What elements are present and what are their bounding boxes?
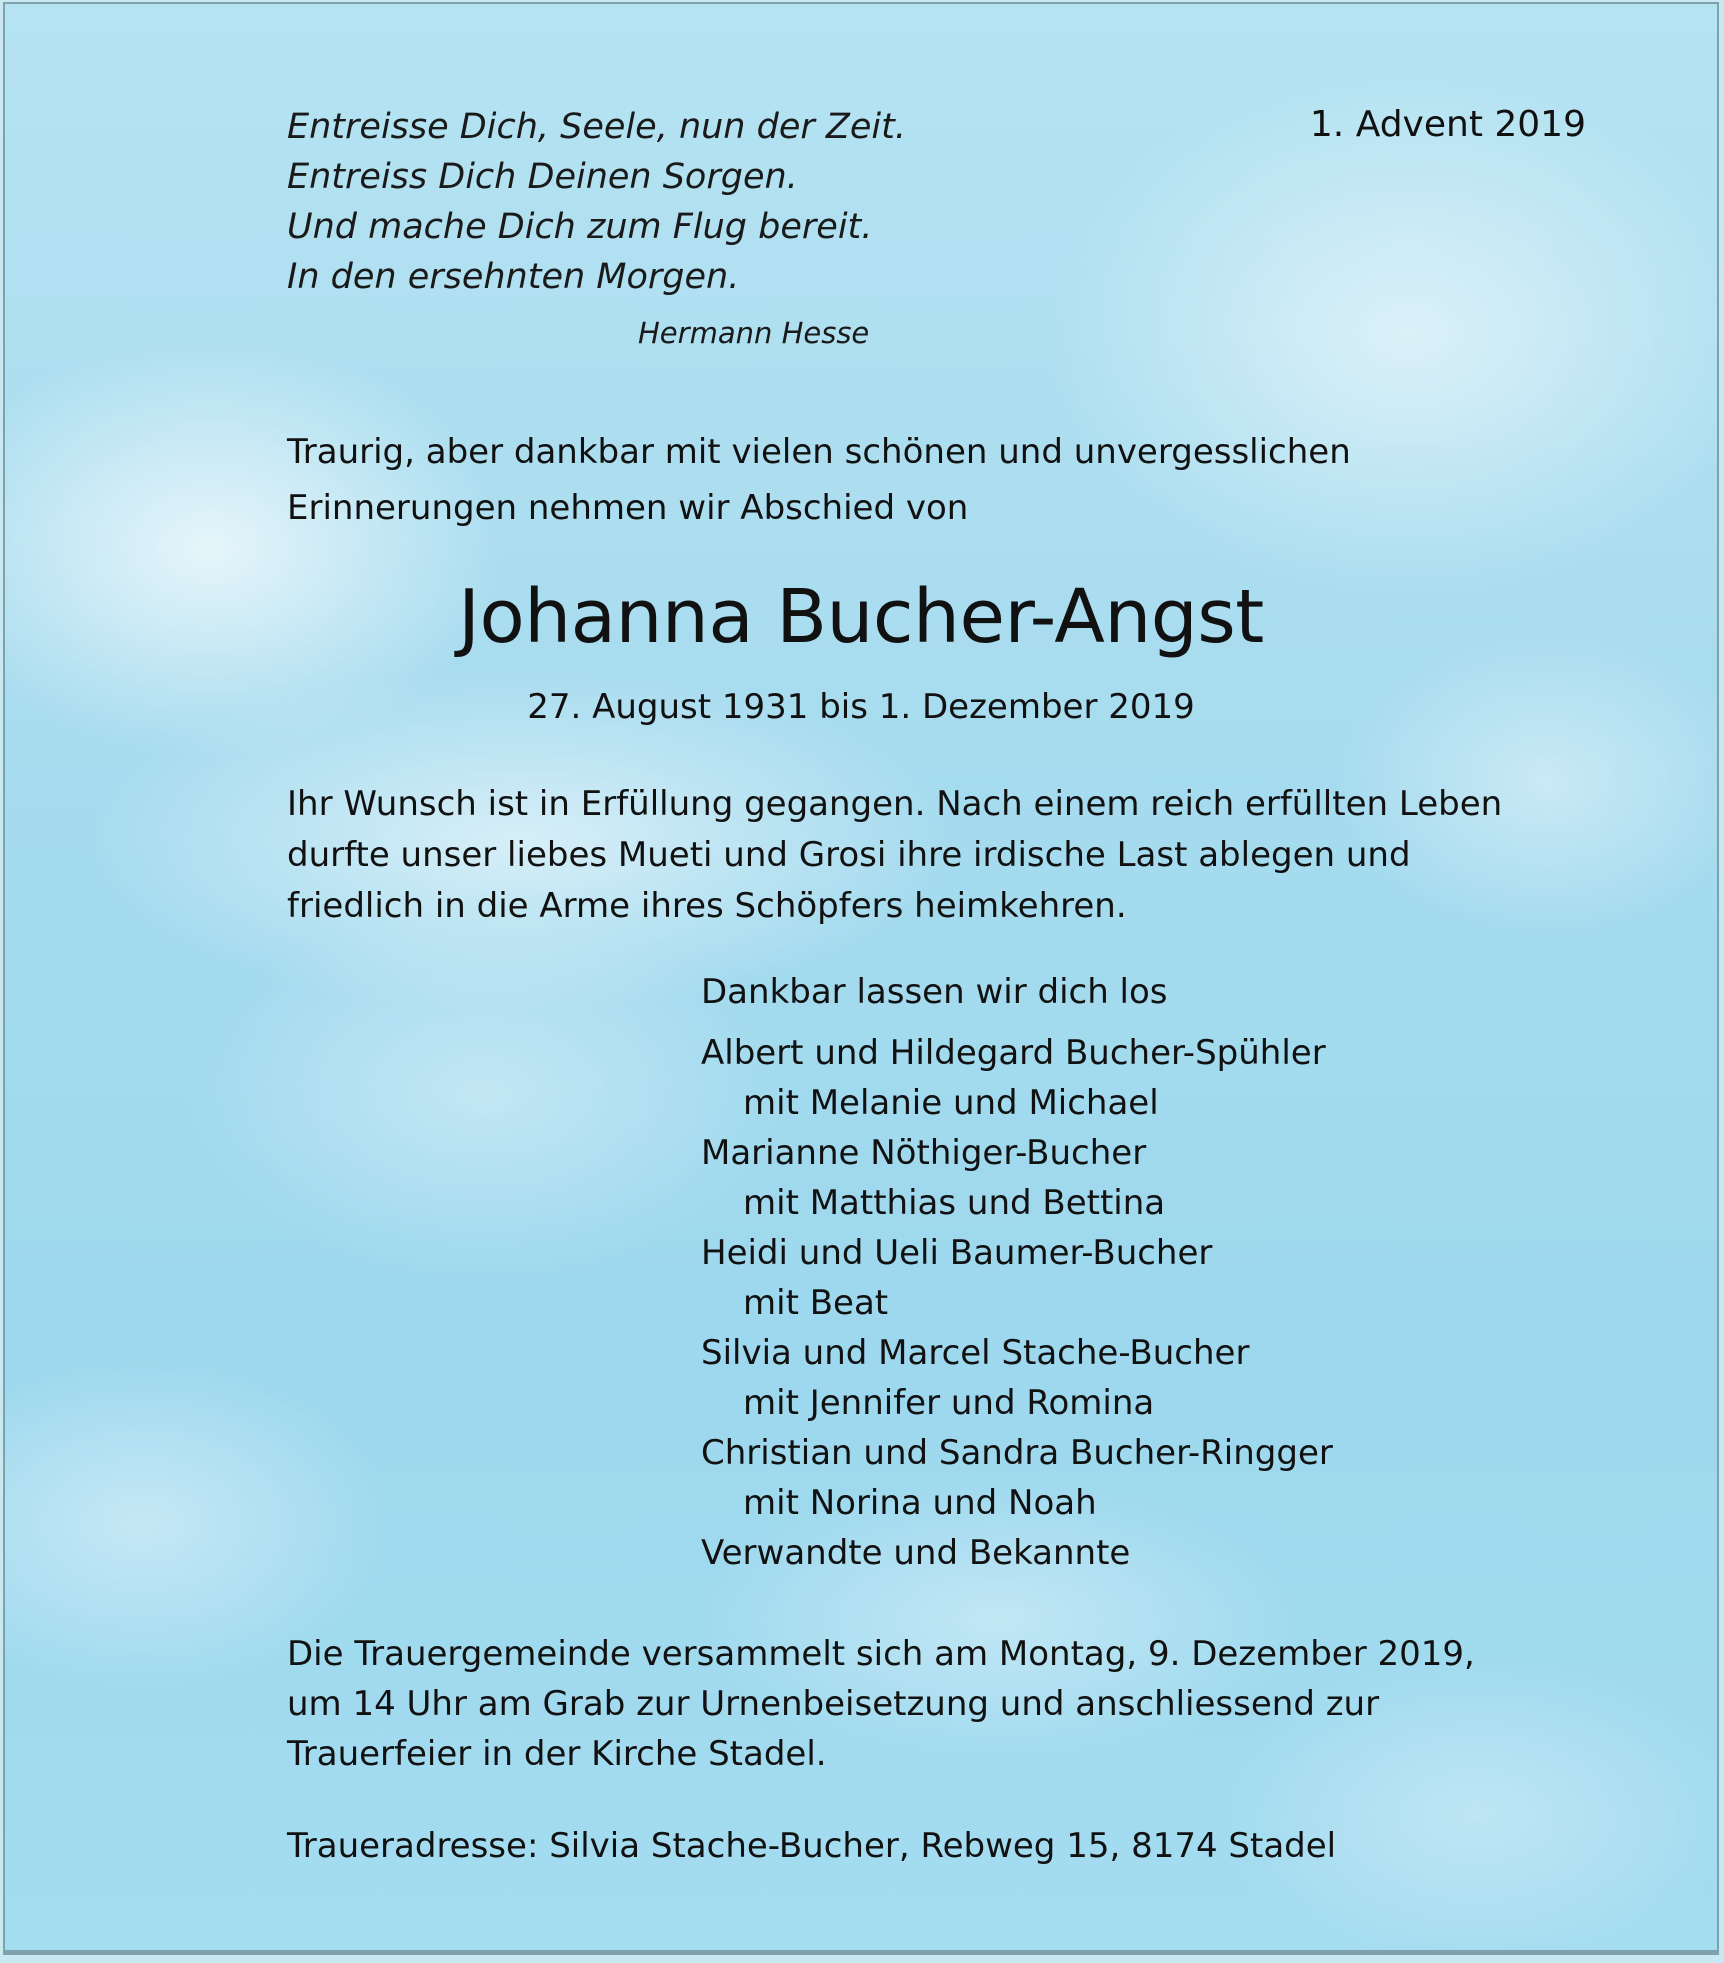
mourners-heading: Dankbar lassen wir dich los bbox=[701, 972, 1168, 1012]
obituary-card bbox=[3, 2, 1719, 1955]
mourner-line: mit Beat bbox=[743, 1283, 889, 1323]
mourner-line: mit Jennifer und Romina bbox=[743, 1383, 1155, 1423]
poem-line: Und mache Dich zum Flug bereit. bbox=[287, 207, 873, 247]
ceremony-line: um 14 Uhr am Grab zur Urnenbeisetzung und anschliessend zur bbox=[287, 1684, 1380, 1724]
message-line: friedlich in die Arme ihres Schöpfers heimkehren. bbox=[287, 886, 1127, 926]
mourner-line: Marianne Nöthiger-Bucher bbox=[701, 1133, 1147, 1173]
intro-text bbox=[287, 424, 1351, 536]
message-text bbox=[287, 779, 1502, 932]
ceremony-text bbox=[287, 1629, 1475, 1779]
ceremony-line: Trauerfeier in der Kirche Stadel. bbox=[287, 1734, 827, 1774]
mourner-line: mit Matthias und Bettina bbox=[743, 1183, 1166, 1223]
poem-line: Entreiss Dich Deinen Sorgen. bbox=[287, 157, 798, 197]
mourner-line: mit Melanie und Michael bbox=[743, 1083, 1159, 1123]
mourner-line: Verwandte und Bekannte bbox=[701, 1533, 1131, 1573]
poem-line: Entreisse Dich, Seele, nun der Zeit. bbox=[287, 107, 906, 147]
message-line: durfte unser liebes Mueti und Grosi ihre irdische Last ablegen und bbox=[287, 835, 1411, 875]
deceased-name: Johanna Bucher-Angst bbox=[458, 574, 1264, 660]
mourning-address: Traueradresse: Silvia Stache-Bucher, Rebweg 15, 8174 Stadel bbox=[287, 1826, 1337, 1866]
mourner-line: Albert und Hildegard Bucher-Spühler bbox=[701, 1033, 1326, 1073]
ceremony-line: Die Trauergemeinde versammelt sich am Montag, 9. Dezember 2019, bbox=[287, 1634, 1475, 1674]
mourner-line: Silvia und Marcel Stache-Bucher bbox=[701, 1333, 1250, 1373]
message-line: Ihr Wunsch ist in Erfüllung gegangen. Nach einem reich erfüllten Leben bbox=[287, 784, 1503, 824]
publication-date: 1. Advent 2019 bbox=[1309, 104, 1586, 145]
mourner-line: Heidi und Ueli Baumer-Bucher bbox=[701, 1233, 1213, 1273]
intro-line: Erinnerungen nehmen wir Abschied von bbox=[287, 488, 969, 528]
lifespan: 27. August 1931 bis 1. Dezember 2019 bbox=[527, 687, 1195, 727]
mourner-line: mit Norina und Noah bbox=[743, 1483, 1097, 1523]
mourners-list bbox=[701, 967, 1333, 1578]
intro-line: Traurig, aber dankbar mit vielen schönen und unvergesslichen bbox=[287, 432, 1351, 472]
poem-author: Hermann Hesse bbox=[638, 316, 870, 350]
poem-line: In den ersehnten Morgen. bbox=[287, 257, 740, 297]
mourner-line: Christian und Sandra Bucher-Ringger bbox=[701, 1433, 1333, 1473]
poem bbox=[287, 102, 906, 302]
